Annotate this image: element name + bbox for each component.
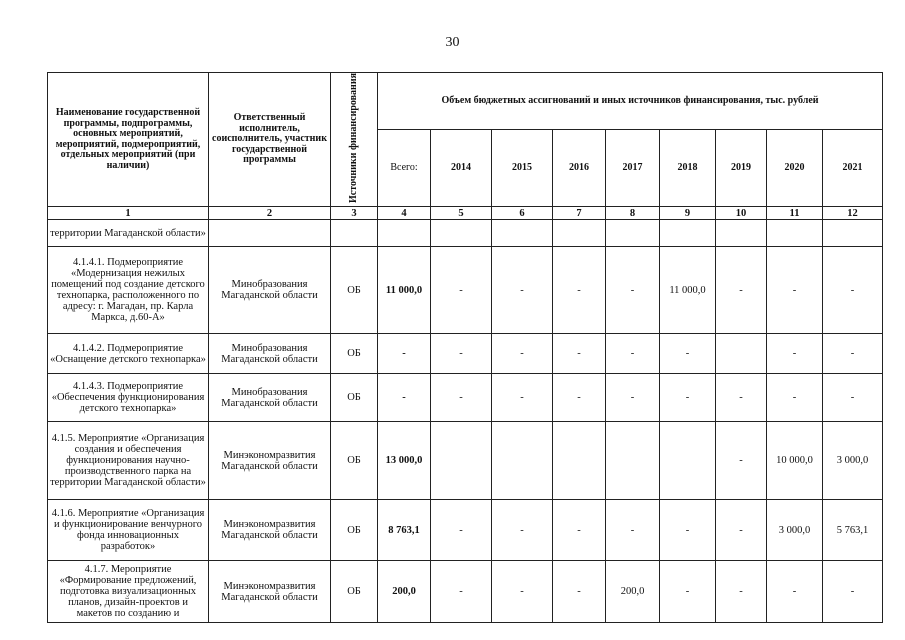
col-number: 3: [331, 207, 378, 220]
row-value: -: [767, 334, 823, 374]
row-name: 4.1.4.3. Подмероприятие «Обеспечения функционирования детского технопарка»: [48, 374, 209, 422]
row-value: -: [606, 500, 660, 561]
col-number: 7: [553, 207, 606, 220]
row-value: [767, 220, 823, 247]
row-value: 11 000,0: [660, 247, 716, 334]
row-value: -: [492, 374, 553, 422]
row-value: [431, 220, 492, 247]
row-value: -: [716, 374, 767, 422]
row-value: -: [716, 247, 767, 334]
row-value: [606, 422, 660, 500]
row-value: [492, 220, 553, 247]
row-total: -: [378, 374, 431, 422]
header-year: 2018: [660, 129, 716, 207]
row-value: [553, 220, 606, 247]
row-source: ОБ: [331, 334, 378, 374]
row-value: -: [431, 561, 492, 623]
row-executor: Минэкономразвития Магаданской области: [209, 561, 331, 623]
header-name: Наименование государственной программы, подпрограммы, основных мероприятий, мероприятий, подмероприятий, отдельных мероприятий (при наличии): [48, 73, 209, 207]
header-year: 2020: [767, 129, 823, 207]
col-number: 11: [767, 207, 823, 220]
col-number: 10: [716, 207, 767, 220]
row-value: 10 000,0: [767, 422, 823, 500]
table-row: [48, 422, 883, 500]
row-executor: [209, 220, 331, 247]
row-name: 4.1.5. Мероприятие «Организация создания и обеспечения функционирования научно-производственного парка на территории Магаданской области»: [48, 422, 209, 500]
row-value: -: [431, 374, 492, 422]
row-source: [331, 220, 378, 247]
col-number: 12: [823, 207, 883, 220]
table-row: [48, 334, 883, 374]
row-value: [716, 334, 767, 374]
row-value: -: [606, 334, 660, 374]
col-number: 5: [431, 207, 492, 220]
header-source-label: Источники финансирования: [347, 73, 359, 203]
header-year: 2017: [606, 129, 660, 207]
row-value: -: [660, 561, 716, 623]
col-number: 2: [209, 207, 331, 220]
row-value: -: [767, 374, 823, 422]
header-total: Всего:: [378, 129, 431, 207]
row-value: 200,0: [606, 561, 660, 623]
col-number: 4: [378, 207, 431, 220]
row-value: -: [823, 561, 883, 623]
row-value: [823, 220, 883, 247]
header-year: 2015: [492, 129, 553, 207]
row-value: [716, 220, 767, 247]
table-row: [48, 561, 883, 623]
row-value: 5 763,1: [823, 500, 883, 561]
row-name: территории Магаданской области»: [48, 220, 209, 247]
row-value: [431, 422, 492, 500]
row-value: 3 000,0: [823, 422, 883, 500]
row-value: -: [660, 500, 716, 561]
row-name: 4.1.4.1. Подмероприятие «Модернизация нежилых помещений под создание детского технопарка, расположенного по адресу: г. Магадан, пр. Карла Маркса, д.60-А»: [48, 247, 209, 334]
row-value: [553, 422, 606, 500]
row-total: 13 000,0: [378, 422, 431, 500]
row-total: 8 763,1: [378, 500, 431, 561]
col-number: 6: [492, 207, 553, 220]
row-value: [492, 422, 553, 500]
header-executor: Ответственный исполнитель, соисполнитель, участник государственной программы: [209, 73, 331, 207]
row-value: -: [553, 500, 606, 561]
row-total: -: [378, 334, 431, 374]
row-executor: Минобразования Магаданской области: [209, 247, 331, 334]
row-name: 4.1.6. Мероприятие «Организация и функционирование венчурного фонда инновационных разработок»: [48, 500, 209, 561]
row-value: -: [823, 374, 883, 422]
row-source: ОБ: [331, 422, 378, 500]
row-value: -: [431, 500, 492, 561]
row-value: -: [553, 334, 606, 374]
row-value: [606, 220, 660, 247]
row-name: 4.1.7. Мероприятие «Формирование предложений, подготовка визуализационных планов, дизайн-проектов и макетов по созданию и: [48, 561, 209, 623]
col-number: 8: [606, 207, 660, 220]
row-total: 11 000,0: [378, 247, 431, 334]
row-executor: Минэкономразвития Магаданской области: [209, 500, 331, 561]
row-value: -: [431, 334, 492, 374]
budget-table: [47, 72, 883, 623]
row-value: -: [606, 374, 660, 422]
header-source: [331, 73, 378, 207]
row-value: -: [716, 422, 767, 500]
table-row: [48, 500, 883, 561]
row-value: -: [716, 500, 767, 561]
row-total: 200,0: [378, 561, 431, 623]
row-name: 4.1.4.2. Подмероприятие «Оснащение детского технопарка»: [48, 334, 209, 374]
header-year: 2014: [431, 129, 492, 207]
row-value: -: [823, 334, 883, 374]
row-value: -: [492, 247, 553, 334]
table-row: [48, 247, 883, 334]
col-number: 9: [660, 207, 716, 220]
header-year: 2016: [553, 129, 606, 207]
row-executor: Минэкономразвития Магаданской области: [209, 422, 331, 500]
row-value: -: [431, 247, 492, 334]
row-value: -: [492, 561, 553, 623]
row-total: [378, 220, 431, 247]
table-row: [48, 374, 883, 422]
row-value: [660, 422, 716, 500]
row-value: -: [553, 561, 606, 623]
page-number: 30: [445, 35, 460, 50]
row-value: -: [492, 500, 553, 561]
row-value: -: [716, 561, 767, 623]
row-source: ОБ: [331, 247, 378, 334]
row-source: ОБ: [331, 500, 378, 561]
row-value: -: [606, 247, 660, 334]
row-executor: Минобразования Магаданской области: [209, 334, 331, 374]
row-value: -: [767, 561, 823, 623]
row-value: -: [492, 334, 553, 374]
row-source: ОБ: [331, 561, 378, 623]
row-executor: Минобразования Магаданской области: [209, 374, 331, 422]
header-volume: Объем бюджетных ассигнований и иных источников финансирования, тыс. рублей: [378, 73, 883, 130]
row-source: ОБ: [331, 374, 378, 422]
header-year: 2021: [823, 129, 883, 207]
row-value: -: [660, 334, 716, 374]
col-number: 1: [48, 207, 209, 220]
row-value: -: [553, 374, 606, 422]
row-value: 3 000,0: [767, 500, 823, 561]
header-year: 2019: [716, 129, 767, 207]
row-value: [660, 220, 716, 247]
row-value: -: [660, 374, 716, 422]
row-value: -: [553, 247, 606, 334]
row-value: -: [823, 247, 883, 334]
row-value: -: [767, 247, 823, 334]
table-row: [48, 220, 883, 247]
